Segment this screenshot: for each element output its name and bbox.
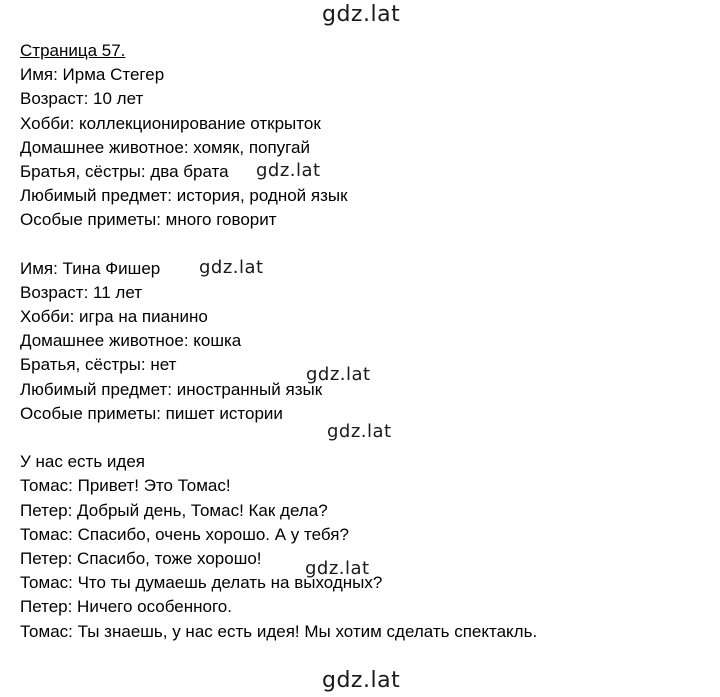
paragraph-gap (20, 233, 710, 257)
dialogue (20, 450, 710, 644)
profile-irma (20, 63, 710, 232)
profile-hobby-line: Хобби: коллекционирование открыток (20, 113, 321, 133)
watermark-overlay: gdz.lat (327, 421, 392, 442)
dialogue-title: У нас есть идея (20, 452, 145, 472)
watermark-overlay: gdz.lat (199, 257, 264, 278)
profile-features-line: Особые приметы: пишет истории (20, 403, 283, 423)
profile-name-line: Имя: Тина Фишер (20, 258, 161, 278)
profile-hobby-line: Хобби: игра на пианино (20, 307, 208, 327)
dialogue-line: Томас: Что ты думаешь делать на выходных? (20, 573, 383, 593)
dialogue-line: Томас: Привет! Это Томас! (20, 476, 231, 496)
profile-pet-line: Домашнее животное: хомяк, попугай (20, 137, 310, 157)
watermark-overlay: gdz.lat (256, 160, 321, 181)
page-title: Страница 57. (20, 41, 126, 60)
watermark-overlay: gdz.lat (306, 364, 371, 385)
profile-features-line: Особые приметы: много говорит (20, 210, 277, 230)
profile-tina (20, 257, 710, 426)
watermark-top: gdz.lat (322, 2, 401, 27)
watermark-overlay: gdz.lat (305, 558, 370, 579)
profile-subject-line: Любимый предмет: иностранный язык (20, 379, 323, 399)
dialogue-line: Петер: Добрый день, Томас! Как дела? (20, 500, 328, 520)
profile-age-line: Возраст: 11 лет (20, 282, 143, 302)
dialogue-line: Томас: Спасибо, очень хорошо. А у тебя? (20, 524, 349, 544)
dialogue-line: Томас: Ты знаешь, у нас есть идея! Мы хотим сделать спектакль. (20, 621, 538, 641)
profile-siblings-line: Братья, сёстры: два брата (20, 161, 229, 181)
profile-name-line: Имя: Ирма Стегер (20, 65, 165, 85)
profile-pet-line: Домашнее животное: кошка (20, 331, 242, 351)
profile-age-line: Возраст: 10 лет (20, 89, 144, 109)
dialogue-line: Петер: Ничего особенного. (20, 597, 232, 617)
dialogue-line: Петер: Спасибо, тоже хорошо! (20, 548, 262, 568)
watermark-bottom: gdz.lat (322, 668, 401, 693)
profile-siblings-line: Братья, сёстры: нет (20, 355, 177, 375)
document-body (20, 39, 710, 644)
profile-subject-line: Любимый предмет: история, родной язык (20, 186, 348, 206)
